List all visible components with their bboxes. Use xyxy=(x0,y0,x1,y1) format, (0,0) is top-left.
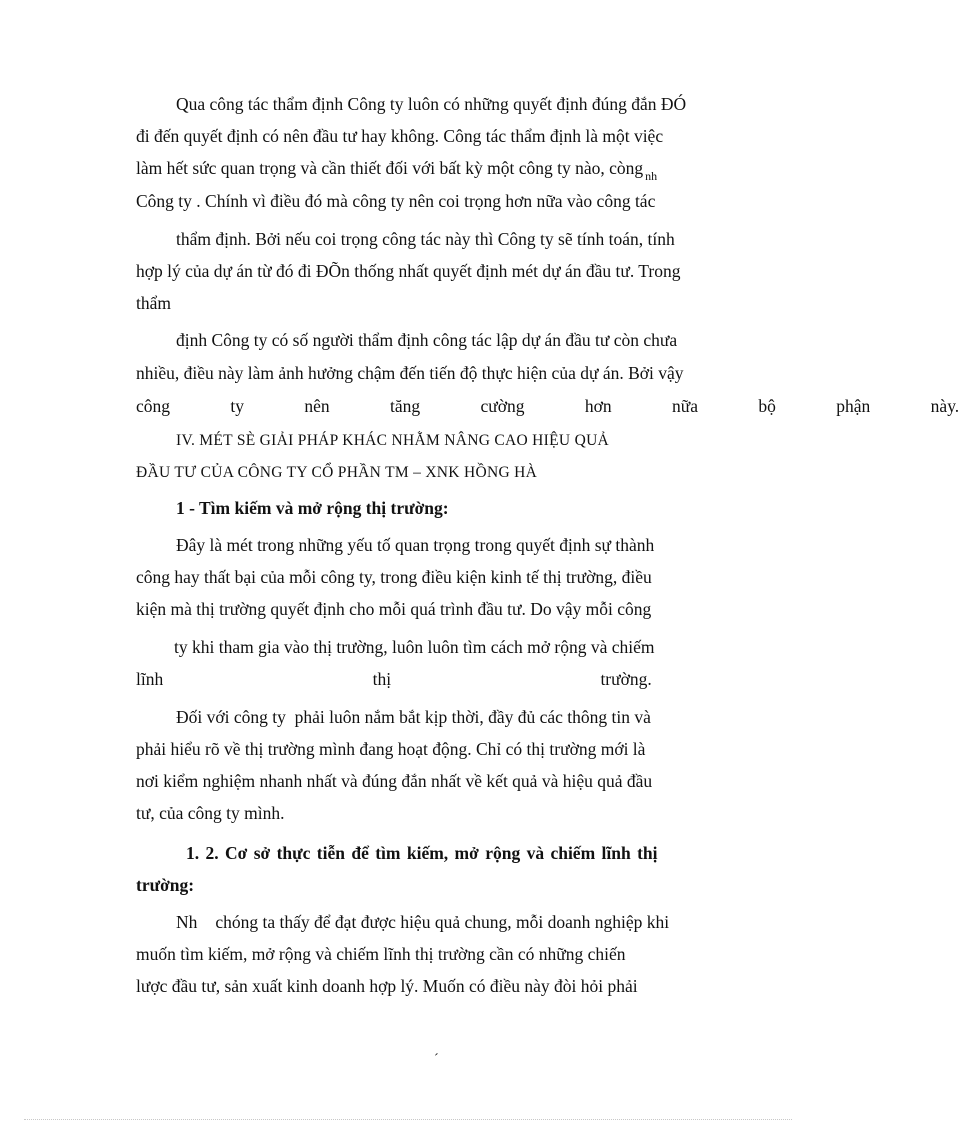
page-divider xyxy=(24,1119,792,1120)
text-line xyxy=(136,125,738,147)
text-line xyxy=(174,636,738,658)
text-span: công hay thất bại của mỗi công ty, trong điều kiện kinh tế thị trường, điều xyxy=(136,567,652,587)
text-span: Đối với công ty phải luôn nắm bắt kịp thời, đầy đủ các thông tin và xyxy=(176,707,651,727)
text-span: nhiều, điều này làm ảnh hưởng chậm đến tiến độ thực hiện của dự án. Bởi vậy xyxy=(136,363,684,383)
text-span: công ty nên tăng cường hơn nữa bộ phận này. xyxy=(136,396,959,416)
text-span: muốn tìm kiếm, mở rộng và chiếm lĩnh thị trường cần có những chiến xyxy=(136,944,626,964)
text-span: lĩnh thị trường. xyxy=(136,669,652,689)
text-subscript: nh xyxy=(645,169,658,183)
subsection-heading xyxy=(176,497,738,519)
text-line xyxy=(176,706,738,728)
text-line xyxy=(176,228,738,250)
text-line xyxy=(136,292,738,314)
text-line xyxy=(176,329,738,351)
text-span: thẩm xyxy=(136,293,171,313)
text-span: kiện mà thị trường quyết định cho mỗi quá trình đầu tư. Do vậy mỗi công xyxy=(136,599,652,619)
text-span: Đây là mét trong những yếu tố quan trọng trong quyết định sự thành xyxy=(176,535,655,555)
section-heading xyxy=(176,430,738,452)
text-span: 1. 2. Cơ sở thực tiễn để tìm kiếm, mở rộng và chiếm lĩnh thị xyxy=(186,843,658,863)
text-line xyxy=(136,975,738,997)
text-line xyxy=(136,738,738,760)
text-line xyxy=(176,911,738,933)
text-span: Nh xyxy=(176,912,198,932)
text-line xyxy=(136,157,738,187)
text-span: định Công ty có số người thẩm định công tác lập dự án đầu tư còn chưa xyxy=(176,330,678,350)
text-span: ty khi tham gia vào thị trường, luôn luôn tìm cách mở rộng và chiếm xyxy=(174,637,655,657)
text-span: chóng ta thấy để đạt được hiệu quả chung, mỗi doanh nghiệp khi xyxy=(215,912,670,932)
section-heading xyxy=(136,462,738,484)
text-line xyxy=(176,93,738,115)
text-span: phải hiểu rõ về thị trường mình đang hoạt động. Chỉ có thị trường mới là xyxy=(136,739,646,759)
text-line xyxy=(136,566,738,588)
text-span: Qua công tác thẩm định Công ty luôn có những quyết định đúng đắn ĐÓ xyxy=(176,94,687,114)
text-line xyxy=(136,668,738,690)
subsection-heading xyxy=(186,842,738,864)
subsection-heading xyxy=(136,874,738,896)
text-span: hợp lý của dự án từ đó đi ĐÕn thống nhất quyết định mét dự án đầu tư. Trong xyxy=(136,261,681,281)
text-span: trường: xyxy=(136,875,195,895)
text-line xyxy=(136,260,738,282)
text-span: IV. MÉT SÈ GIẢI PHÁP KHÁC NHẰM NÂNG CAO HIỆU QUẢ xyxy=(176,432,610,449)
text-line xyxy=(136,362,738,384)
text-span: Công ty . Chính vì điều đó mà công ty nên coi trọng hơn nữa vào công tác xyxy=(136,191,656,211)
text-span: làm hết sức quan trọng và cần thiết đối với bất kỳ một công ty nào, còng xyxy=(136,158,644,178)
text-line xyxy=(136,395,959,417)
text-line xyxy=(136,802,738,824)
text-span: tư, của công ty mình. xyxy=(136,803,285,823)
text-span: thẩm định. Bởi nếu coi trọng công tác này thì Công ty sẽ tính toán, tính xyxy=(176,229,675,249)
text-line xyxy=(136,190,738,212)
text-line xyxy=(136,770,738,792)
text-span: 1 - Tìm kiếm và mở rộng thị trường: xyxy=(176,498,449,518)
footer-mark: ´ xyxy=(434,1052,439,1067)
text-line xyxy=(136,943,738,965)
text-line xyxy=(136,598,738,620)
text-span: đi đến quyết định có nên đầu tư hay không. Công tác thẩm định là một việc xyxy=(136,126,664,146)
text-span: lược đầu tư, sản xuất kinh doanh hợp lý. Muốn có điều này đòi hỏi phải xyxy=(136,976,638,996)
text-span: nơi kiểm nghiệm nhanh nhất và đúng đắn nhất về kết quả và hiệu quả đầu xyxy=(136,771,653,791)
text-line xyxy=(176,534,738,556)
text-span: ĐẦU TƯ CỦA CÔNG TY CỔ PHẦN TM – XNK HỒNG HÀ xyxy=(136,464,538,481)
